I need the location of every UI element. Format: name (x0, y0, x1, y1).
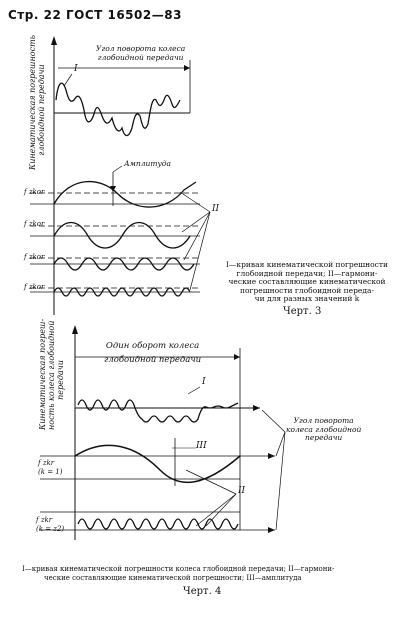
fig3-amplitude-label: Амплитуда (124, 159, 172, 168)
fig4-curve-I (78, 400, 238, 422)
fig4-f-label-k1: f zkr (k = 1) (38, 459, 63, 476)
fig4-axis-caption: Угол поворота колеса глобоидной передачи (286, 416, 362, 442)
fig3-f-label-2: f zkor (24, 220, 45, 228)
fig4-caption: I—кривая кинематической погрешности колеса глобоидной передачи; II—гармони- ческие составляющие кинематической погрешности; III—амплитуда (22, 565, 335, 582)
fig4-curve-I-label: I (202, 377, 206, 387)
fig3-curve-I-label: I (74, 64, 78, 74)
fig4-chart-number: Черт. 4 (183, 586, 222, 597)
fig3-chart-number: Черт. 3 (283, 306, 322, 317)
fig4-curve-III-label: III (196, 441, 207, 451)
fig3-f-label-1: f zkor (24, 188, 45, 196)
fig4-ii-leaders (186, 470, 236, 526)
fig3-f-label-4: f zkor (24, 283, 45, 291)
fig4-harmonic-kz2 (78, 519, 238, 529)
fig4-harmonic-k1 (75, 445, 240, 482)
fig3-y-label: Кинематическая погрешность глобоидной передачи (28, 34, 46, 170)
fig4-y-label: Кинематическая погреш- ность колеса глобоидной передачи (38, 318, 65, 430)
fig4-f-label-kz2: f zkr (k = z2) (36, 516, 65, 533)
fig3-axis-caption: Угол поворота колеса глобоидной передачи (96, 44, 186, 62)
fig3-caption: I—кривая кинематической погрешности глобоидной передачи; II—гармони- ческие составляющие кинематической погрешности глобоидной переда- чи для разных значений k (225, 260, 389, 303)
fig4-curve-II-label: II (238, 486, 246, 496)
fig3-f-label-3: f zkor (24, 253, 45, 261)
fig4-top-caption: Один оборот колеса глобоидной передачи (104, 341, 202, 365)
fig3-harmonics-label: II (212, 204, 220, 214)
page-header: Стр. 22 ГОСТ 16502—83 (8, 8, 182, 22)
fig4-axis-leaders (262, 410, 285, 530)
